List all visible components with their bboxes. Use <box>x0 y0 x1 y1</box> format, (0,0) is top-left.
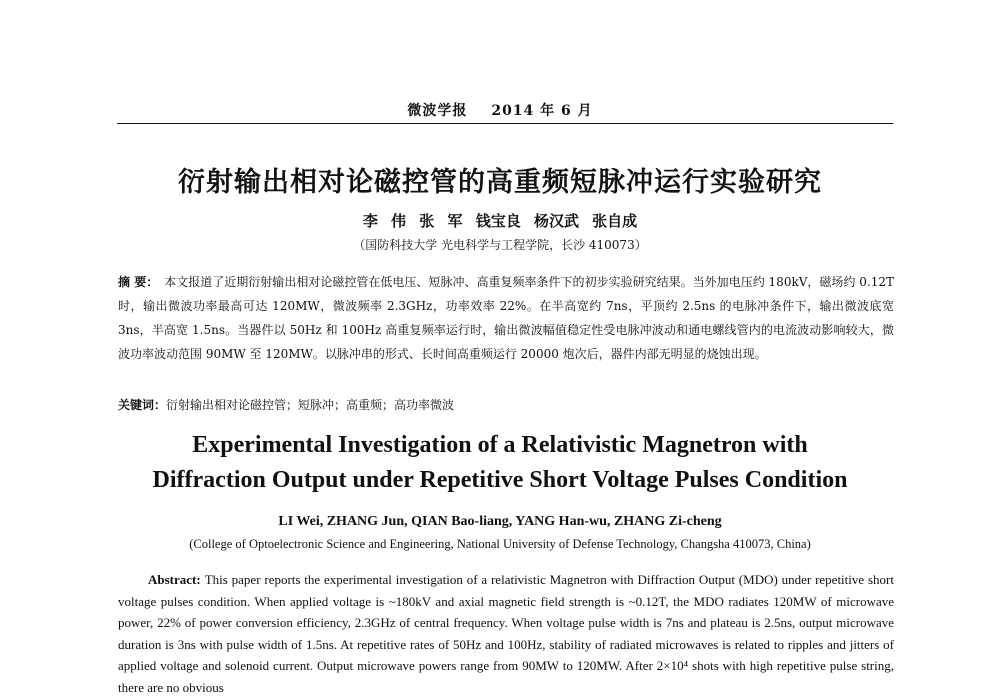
chinese-abstract <box>118 270 894 366</box>
chinese-title: 衍射输出相对论磁控管的高重频短脉冲运行实验研究 <box>178 167 822 198</box>
issue-date: 2014 年 6 月 <box>491 103 593 119</box>
chinese-keywords <box>118 396 894 413</box>
english-title-line-1: Experimental Investigation of a Relativistic Magnetron with <box>192 432 808 458</box>
chinese-abstract-label: 摘 要： <box>118 275 159 289</box>
chinese-keywords-label: 关键词： <box>118 398 167 412</box>
chinese-keywords-text: 衍射输出相对论磁控管；短脉冲；高重频；高功率微波 <box>166 398 455 412</box>
english-title-line-2: Diffraction Output under Repetitive Short Voltage Pulses Condition <box>152 467 848 493</box>
chinese-abstract-text: 本文报道了近期衍射输出相对论磁控管在低电压、短脉冲、高重复频率条件下的初步实验研究结果。当外加电压约 180kV，磁场约 0.12T 时，输出微波功率最高可达 120MW，微波频率 2.3GHz，功率效率 22%。在半高宽约 7ns，平顶约 2.5ns 的电脉冲条件下，输出微波底宽 3ns，半高宽 1.5ns。当器件以 50Hz 和 100Hz 高重复频率运行时，输出微波幅值稳定性受电脉冲波动和通电螺线管内的电流波动影响较大，微波功率波动范围 90MW 至 120MW。以脉冲串的形式、长时间高重频运行 20000 炮次后，器件内部无明显的烧蚀出现。 <box>118 275 894 361</box>
english-affiliation: (College of Optoelectronic Science and Engineering, National University of Defense Technology, Changsha 410073, China) <box>189 537 811 551</box>
english-authors: LI Wei, ZHANG Jun, QIAN Bao-liang, YANG Han-wu, ZHANG Zi-cheng <box>278 514 722 529</box>
chinese-affiliation: （国防科技大学 光电科学与工程学院，长沙 410073） <box>353 238 647 252</box>
english-title <box>0 428 1000 498</box>
journal-name: 微波学报 <box>407 103 468 119</box>
english-abstract-label: Abstract: <box>148 572 201 587</box>
header-rule <box>117 123 893 124</box>
english-abstract-text: This paper reports the experimental investigation of a relativistic Magnetron with Diffraction Output (MDO) under repetitive short voltage pulses condition. When applied voltage is ~180kV and axial magnetic field strength is ~0.12T, the MDO radiates 120MW of microwave power, 22% of power conversion efficiency, 2.3GHz of central frequency. When voltage pulse width is 7ns and plateau is 2.5ns, output microwave duration is 3ns with pulse width of 1.5ns. At repetitive rates of 50Hz and 100Hz, stability of radiated microwaves is related to ripples and jitters of applied voltage and solenoid current. Output microwave powers range from 90MW to 120MW. After 2×10⁴ shots with high repetitive pulse string, there are no obvious <box>118 572 894 695</box>
chinese-authors: 李 伟 张 军 钱宝良 杨汉武 张自成 <box>362 212 638 230</box>
running-header <box>0 100 1000 120</box>
